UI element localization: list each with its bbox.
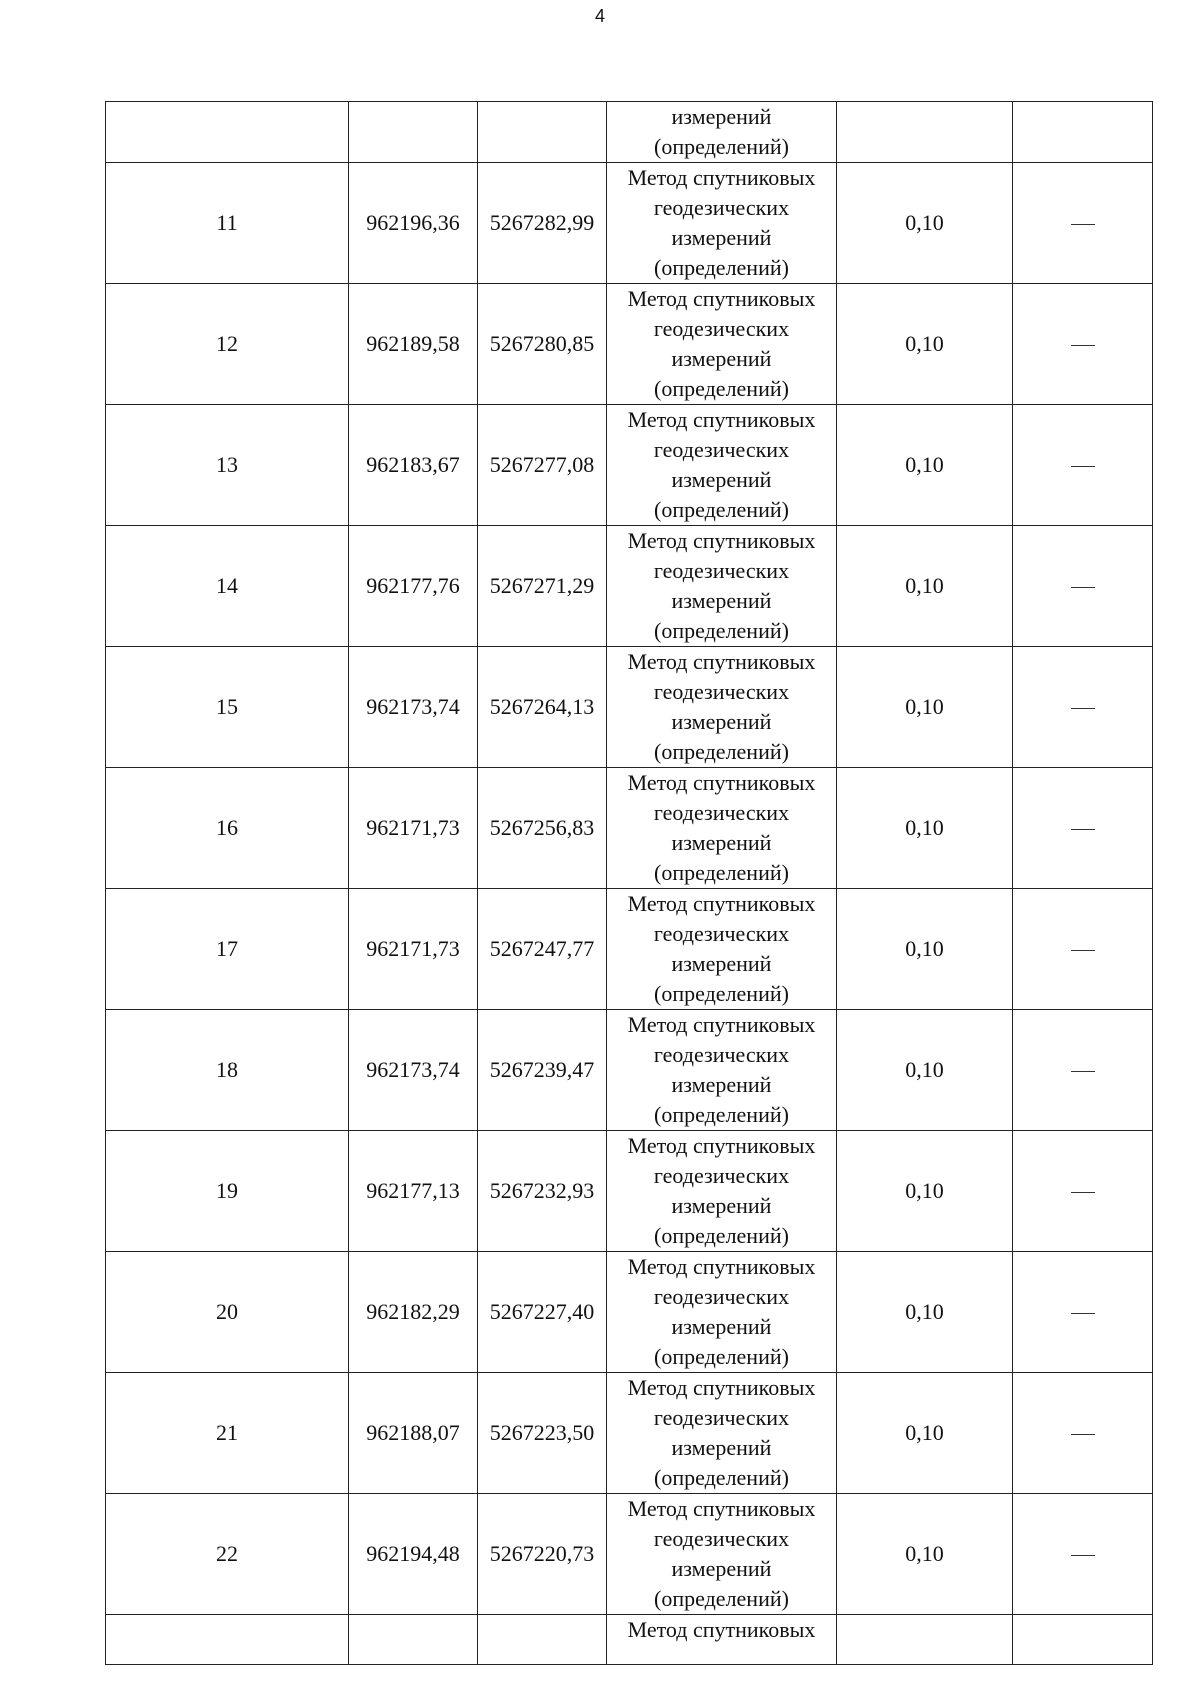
point-number: 18 [106, 1010, 349, 1131]
method-cell [607, 889, 837, 1010]
method-line: геодезических [653, 195, 790, 220]
method-line: (определений) [654, 1102, 789, 1127]
cell-empty [478, 1615, 607, 1665]
accuracy-value: 0,10 [837, 526, 1013, 647]
coordinates-table [105, 101, 1153, 1665]
table-row [106, 1131, 1153, 1252]
coord-y: 5267247,77 [478, 889, 607, 1010]
method-line: измерений [671, 951, 772, 976]
coord-y: 5267220,73 [478, 1494, 607, 1615]
coord-y: 5267282,99 [478, 163, 607, 284]
table-row [106, 647, 1153, 768]
method-line: геодезических [653, 1405, 790, 1430]
method-cell [607, 1252, 837, 1373]
method-line: (определений) [654, 255, 789, 280]
method-line: геодезических [653, 558, 790, 583]
coord-y: 5267239,47 [478, 1010, 607, 1131]
dash-cell [1013, 647, 1153, 768]
method-line: измерений [671, 709, 772, 734]
method-cell [607, 1010, 837, 1131]
table-row [106, 1252, 1153, 1373]
method-line: (определений) [654, 497, 789, 522]
dash-cell [1013, 1010, 1153, 1131]
method-cell [607, 405, 837, 526]
method-line: Метод спутниковых [627, 1375, 816, 1400]
method-line: (определений) [654, 618, 789, 643]
em-dash-icon [1071, 1555, 1095, 1556]
coord-x: 962182,29 [349, 1252, 478, 1373]
em-dash-icon [1071, 950, 1095, 951]
method-line: Метод спутниковых [627, 1617, 816, 1642]
table-row-continued-bottom [106, 1615, 1153, 1665]
cell-empty [837, 102, 1013, 163]
method-line: Метод спутниковых [627, 649, 816, 674]
method-line: измерений [671, 1556, 772, 1581]
coord-y: 5267271,29 [478, 526, 607, 647]
table-row [106, 405, 1153, 526]
coord-x: 962194,48 [349, 1494, 478, 1615]
method-line: (определений) [654, 1465, 789, 1490]
method-cell [607, 1494, 837, 1615]
method-line: измерений [671, 346, 772, 371]
coord-y: 5267223,50 [478, 1373, 607, 1494]
cell-empty [349, 102, 478, 163]
table-row [106, 768, 1153, 889]
table-row [106, 1373, 1153, 1494]
dash-cell [1013, 405, 1153, 526]
point-number: 19 [106, 1131, 349, 1252]
point-number: 22 [106, 1494, 349, 1615]
cell-empty [478, 102, 607, 163]
method-line: (определений) [654, 981, 789, 1006]
method-line: геодезических [653, 1284, 790, 1309]
method-line: (определений) [654, 134, 789, 159]
dash-cell [1013, 526, 1153, 647]
coord-y: 5267227,40 [478, 1252, 607, 1373]
method-line: Метод спутниковых [627, 1254, 816, 1279]
accuracy-value: 0,10 [837, 768, 1013, 889]
method-line: геодезических [653, 1163, 790, 1188]
dash-cell [1013, 768, 1153, 889]
accuracy-value: 0,10 [837, 1010, 1013, 1131]
coord-y: 5267232,93 [478, 1131, 607, 1252]
method-line: (определений) [654, 1586, 789, 1611]
method-line: измерений [671, 830, 772, 855]
method-line: Метод спутниковых [627, 1133, 816, 1158]
point-number: 11 [106, 163, 349, 284]
method-line: Метод спутниковых [627, 1496, 816, 1521]
accuracy-value: 0,10 [837, 889, 1013, 1010]
table-row [106, 1010, 1153, 1131]
dash-cell [1013, 1131, 1153, 1252]
em-dash-icon [1071, 224, 1095, 225]
point-number: 15 [106, 647, 349, 768]
em-dash-icon [1071, 1434, 1095, 1435]
method-line: (определений) [654, 1344, 789, 1369]
coord-x: 962189,58 [349, 284, 478, 405]
point-number: 16 [106, 768, 349, 889]
method-line: измерений [671, 1193, 772, 1218]
method-cell [607, 647, 837, 768]
method-cell [607, 163, 837, 284]
accuracy-value: 0,10 [837, 1252, 1013, 1373]
accuracy-value: 0,10 [837, 1131, 1013, 1252]
table-row-continued-top [106, 102, 1153, 163]
em-dash-icon [1071, 708, 1095, 709]
accuracy-value: 0,10 [837, 1494, 1013, 1615]
coord-y: 5267264,13 [478, 647, 607, 768]
method-line: измерений [671, 1314, 772, 1339]
em-dash-icon [1071, 1313, 1095, 1314]
coord-x: 962177,76 [349, 526, 478, 647]
table-row [106, 1494, 1153, 1615]
method-cell [607, 526, 837, 647]
method-cell [607, 102, 837, 163]
method-line: геодезических [653, 1526, 790, 1551]
em-dash-icon [1071, 829, 1095, 830]
method-line: геодезических [653, 921, 790, 946]
method-line: измерений [671, 588, 772, 613]
method-line: измерений [671, 467, 772, 492]
coord-x: 962173,74 [349, 1010, 478, 1131]
point-number: 12 [106, 284, 349, 405]
method-cell [607, 1131, 837, 1252]
cell-empty [106, 102, 349, 163]
dash-cell [1013, 163, 1153, 284]
cell-empty [1013, 102, 1153, 163]
dash-cell [1013, 1494, 1153, 1615]
dash-cell [1013, 889, 1153, 1010]
coord-x: 962196,36 [349, 163, 478, 284]
method-line: измерений [671, 1435, 772, 1460]
coord-y: 5267277,08 [478, 405, 607, 526]
method-line: геодезических [653, 679, 790, 704]
coord-x: 962171,73 [349, 889, 478, 1010]
coord-x: 962177,13 [349, 1131, 478, 1252]
method-line: измерений [671, 1072, 772, 1097]
method-line: Метод спутниковых [627, 528, 816, 553]
method-line: Метод спутниковых [627, 165, 816, 190]
accuracy-value: 0,10 [837, 405, 1013, 526]
method-line: геодезических [653, 316, 790, 341]
method-line: (определений) [654, 860, 789, 885]
em-dash-icon [1071, 466, 1095, 467]
dash-cell [1013, 1252, 1153, 1373]
table-row [106, 889, 1153, 1010]
page-number: 4 [594, 6, 605, 26]
dash-cell [1013, 284, 1153, 405]
method-line: геодезических [653, 1042, 790, 1067]
dash-cell [1013, 1373, 1153, 1494]
em-dash-icon [1071, 1071, 1095, 1072]
method-line: (определений) [654, 376, 789, 401]
method-line: Метод спутниковых [627, 891, 816, 916]
method-line: (определений) [654, 739, 789, 764]
accuracy-value: 0,10 [837, 1373, 1013, 1494]
table-row [106, 526, 1153, 647]
table-row [106, 163, 1153, 284]
method-cell [607, 768, 837, 889]
accuracy-value: 0,10 [837, 284, 1013, 405]
method-line: Метод спутниковых [627, 770, 816, 795]
coord-x: 962173,74 [349, 647, 478, 768]
method-line: (определений) [654, 1223, 789, 1248]
coord-y: 5267280,85 [478, 284, 607, 405]
method-line: геодезических [653, 800, 790, 825]
em-dash-icon [1071, 345, 1095, 346]
cell-empty [837, 1615, 1013, 1665]
point-number: 13 [106, 405, 349, 526]
method-line: Метод спутниковых [627, 286, 816, 311]
cell-empty [349, 1615, 478, 1665]
method-line: геодезических [653, 437, 790, 462]
cell-empty [1013, 1615, 1153, 1665]
accuracy-value: 0,10 [837, 163, 1013, 284]
coord-y: 5267256,83 [478, 768, 607, 889]
method-line: Метод спутниковых [627, 1012, 816, 1037]
method-line: измерений [671, 104, 772, 129]
point-number: 17 [106, 889, 349, 1010]
method-line: измерений [671, 225, 772, 250]
method-cell [607, 1615, 837, 1665]
method-line: Метод спутниковых [627, 407, 816, 432]
coord-x: 962188,07 [349, 1373, 478, 1494]
cell-empty [106, 1615, 349, 1665]
coord-x: 962183,67 [349, 405, 478, 526]
method-cell [607, 1373, 837, 1494]
em-dash-icon [1071, 587, 1095, 588]
table-row [106, 284, 1153, 405]
point-number: 21 [106, 1373, 349, 1494]
point-number: 20 [106, 1252, 349, 1373]
point-number: 14 [106, 526, 349, 647]
em-dash-icon [1071, 1192, 1095, 1193]
coord-x: 962171,73 [349, 768, 478, 889]
method-cell [607, 284, 837, 405]
accuracy-value: 0,10 [837, 647, 1013, 768]
